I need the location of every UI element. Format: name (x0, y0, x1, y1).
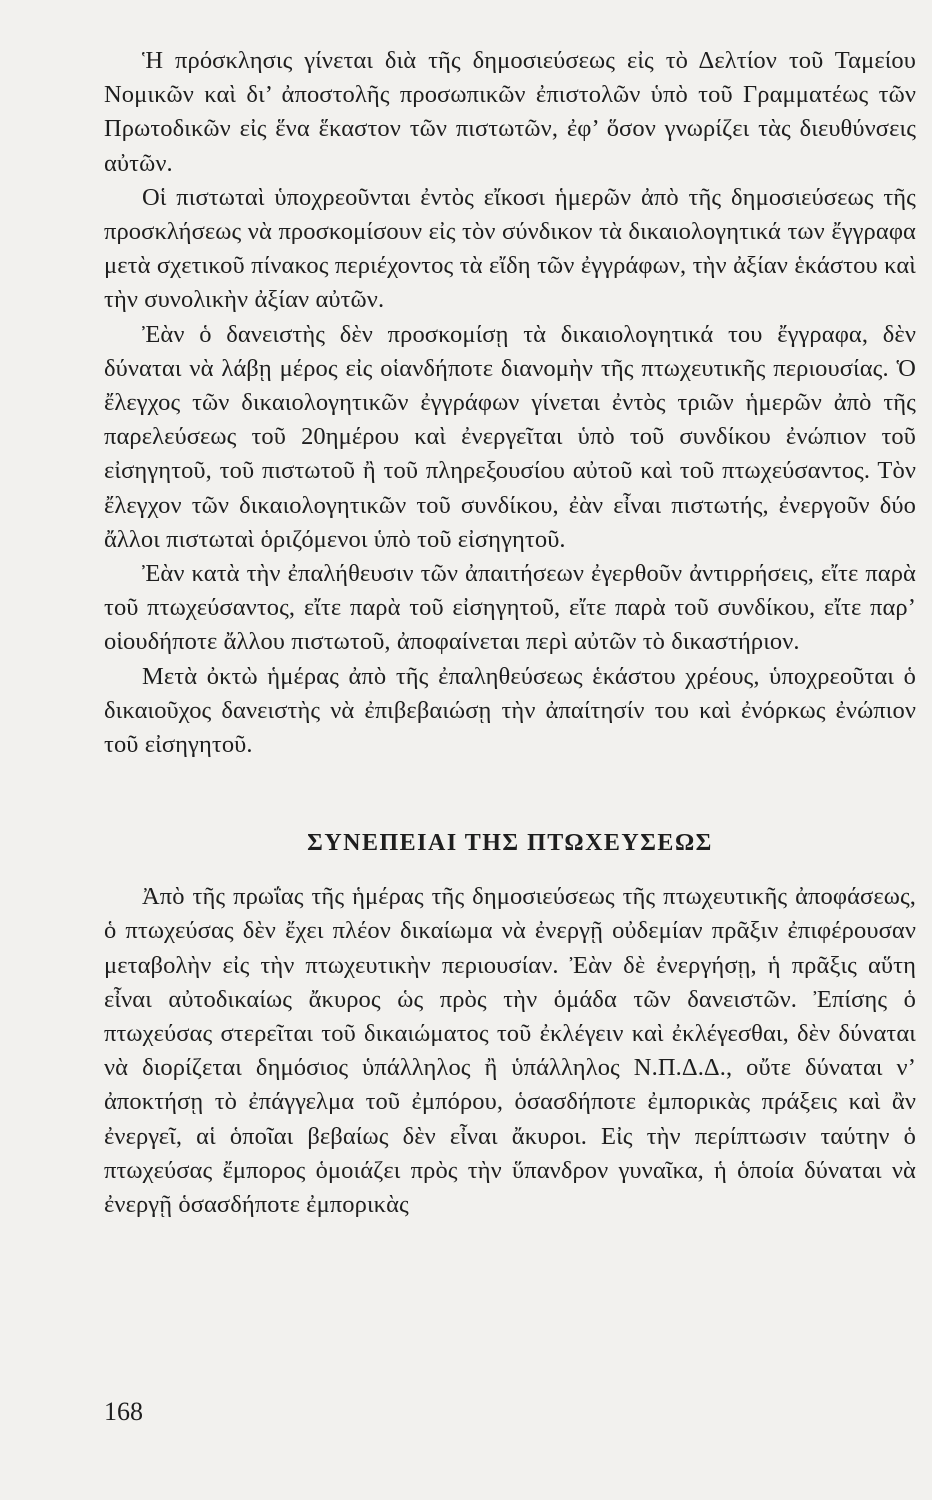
paragraph-creditor-obligations: Οἱ πιστωταὶ ὑποχρεοῦνται ἐντὸς εἴκοσι ἡμερῶν ἀπὸ τῆς δημοσιεύσεως τῆς προσκλήσεως νὰ προσκομίσουν εἰς τὸν σύνδικον τὰ δικαιολογητικά των ἔγγραφα μετὰ σχετικοῦ πίνακος περιέχοντος τὰ εἴδη τῶν ἐγγράφων, τὴν ἀξίαν ἑκάστου καὶ τὴν συνολικὴν ἀξίαν αὐτῶν. (104, 183, 916, 314)
paragraph-consequences: Ἀπὸ τῆς πρωΐας τῆς ἡμέρας τῆς δημοσιεύσεως τῆς πτωχευτικῆς ἀποφάσεως, ὁ πτωχεύσας δὲν ἔχει πλέον δικαίωμα νὰ ἐνεργῇ οὐδεμίαν πρᾶξιν ἐπιφέρουσαν μεταβολὴν εἰς τὴν πτωχευτικὴν περιουσίαν. Ἐὰν δὲ ἐνεργήσῃ, ἡ πρᾶξις αὕτη εἶναι αὐτοδικαίως ἄκυρος ὡς πρὸς τὴν ὁμάδα τῶν δανειστῶν. Ἐπίσης ὁ πτωχεύσας στερεῖται τοῦ δικαιώματος τοῦ ἐκλέγειν καὶ ἐκλέγεσθαι, δὲν δύναται νὰ διορίζεται δημόσιος ὑπάλληλος ἢ ὑπάλληλος Ν.Π.Δ.Δ., οὔτε δύναται ν’ ἀποκτήσῃ τὸ ἐπάγγελμα τοῦ ἐμπόρου, ὁσασδήποτε ἐμπορικὰς πράξεις καὶ ἂν ἐνεργεῖ, αἱ ὁποῖαι βεβαίως δὲν εἶναι ἄκυροι. Εἰς τὴν περίπτωσιν ταύτην ὁ πτωχεύσας ἔμπορος ὁμοιάζει πρὸς τὴν ὕπανδρον γυναῖκα, ἡ ὁποία δύναται νὰ ἐνεργῇ ὁσασδήποτε ἐμπορικὰς (104, 883, 916, 1219)
body-text (104, 44, 916, 1222)
paragraph-claim-confirmation: Μετὰ ὀκτὼ ἡμέρας ἀπὸ τῆς ἐπαληθεύσεως ἑκάστου χρέους, ὑποχρεοῦται ὁ δικαιοῦχος δανειστὴς νὰ ἐπιβεβαιώσῃ τὴν ἀπαίτησίν του καὶ ἐνόρκως ἐνώπιον τοῦ εἰσηγητοῦ. (104, 662, 916, 759)
page-number: 168 (104, 1397, 143, 1426)
paragraph-invitation: Ἡ πρόσκλησις γίνεται διὰ τῆς δημοσιεύσεως εἰς τὸ Δελτίον τοῦ Ταμείου Νομικῶν καὶ δι’ ἀποστολῆς προσωπικῶν ἐπιστολῶν ὑπὸ τοῦ Γραμματέως τῶν Πρωτοδικῶν εἰς ἕνα ἕκαστον τῶν πιστωτῶν, ἐφ’ ὅσον γνωρίζει τὰς διευθύνσεις αὐτῶν. (104, 47, 916, 177)
section-heading: ΣΥΝΕΠΕΙΑΙ ΤΗΣ ΠΤΩΧΕΥΣΕΩΣ (307, 830, 713, 857)
paragraph-objections: Ἐὰν κατὰ τὴν ἐπαλήθευσιν τῶν ἀπαιτήσεων ἐγερθοῦν ἀντιρρήσεις, εἴτε παρὰ τοῦ πτωχεύσαντος, εἴτε παρὰ τοῦ εἰσηγητοῦ, εἴτε παρὰ τοῦ συνδίκου, εἴτε παρ’ οἱουδήποτε ἄλλου πιστωτοῦ, ἀποφαίνεται περὶ αὐτῶν τὸ δικαστήριον. (104, 560, 916, 656)
paragraph-document-verification: Ἐὰν ὁ δανειστὴς δὲν προσκομίσῃ τὰ δικαιολογητικά του ἔγγραφα, δὲν δύναται νὰ λάβῃ μέρος εἰς οἱανδήποτε διανομὴν τῆς πτωχευτικῆς περιουσίας. Ὁ ἔλεγχος τῶν δικαιολογητικῶν ἐγγράφων γίνεται ἐντὸς τριῶν ἡμερῶν ἀπὸ τῆς παρελεύσεως τοῦ 20ημέρου καὶ ἐνεργεῖται ὑπὸ τοῦ συνδίκου ἐνώπιον τοῦ εἰσηγητοῦ, τοῦ πιστωτοῦ ἢ τοῦ πληρεξουσίου αὐτοῦ καὶ τοῦ πτωχεύσαντος. Τὸν ἔλεγχον τῶν δικαιολογητικῶν τοῦ συνδίκου, ἐὰν εἶναι πιστωτής, ἐνεργοῦν δύο ἄλλοι πιστωταὶ ὁριζόμενοι ὑπὸ τοῦ εἰσηγητοῦ. (104, 320, 916, 553)
